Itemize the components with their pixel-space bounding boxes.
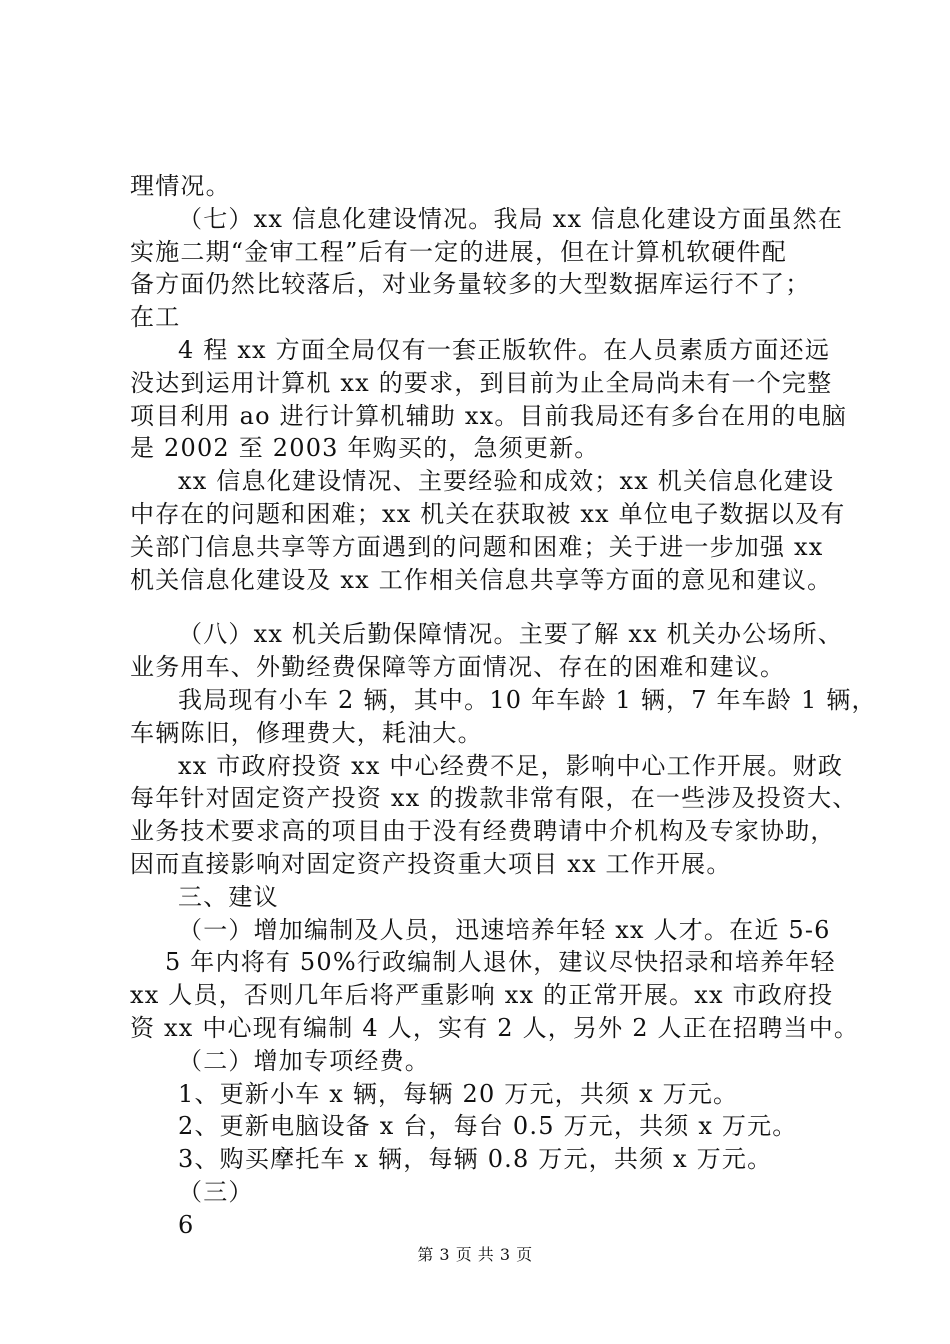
- text-line: 资 xx 中心现有编制 4 人，实有 2 人，另外 2 人正在招聘当中。: [130, 1014, 860, 1042]
- text-line: 2、更新电脑设备 x 台，每台 0.5 万元，共须 x 万元。: [178, 1112, 798, 1140]
- section-heading: 三、建议: [178, 883, 279, 911]
- text-line: 4 程 xx 方面全局仅有一套正版软件。在人员素质方面还远: [178, 336, 831, 364]
- text-line: （三）: [178, 1178, 254, 1206]
- text-line: 中存在的问题和困难；xx 机关在获取被 xx 单位电子数据以及有: [130, 500, 846, 528]
- text-line: 在工: [130, 303, 181, 331]
- text-line: 项目利用 ao 进行计算机辅助 xx。目前我局还有多台在用的电脑: [130, 402, 848, 430]
- text-line: 5 年内将有 50%行政编制人退休，建议尽快招录和培养年轻: [165, 948, 836, 976]
- text-line: 机关信息化建设及 xx 工作相关信息共享等方面的意见和建议。: [130, 566, 833, 594]
- text-line: （七）xx 信息化建设情况。我局 xx 信息化建设方面虽然在: [178, 205, 844, 233]
- text-line: 1、更新小车 x 辆，每辆 20 万元，共须 x 万元。: [178, 1080, 739, 1108]
- text-line: 业务用车、外勤经费保障等方面情况、存在的困难和建议。: [130, 653, 786, 681]
- text-line: 实施二期“金审工程”后有一定的进展，但在计算机软硬件配: [130, 238, 787, 266]
- text-line: 没达到运用计算机 xx 的要求，到目前为止全局尚未有一个完整: [130, 369, 833, 397]
- text-line: 备方面仍然比较落后，对业务量较多的大型数据库运行不了；: [130, 270, 811, 298]
- text-line: 业务技术要求高的项目由于没有经费聘请中介机构及专家协助，: [130, 817, 836, 845]
- text-line: xx 人员，否则几年后将严重影响 xx 的正常开展。xx 市政府投: [130, 981, 834, 1009]
- text-line: （八）xx 机关后勤保障情况。主要了解 xx 机关办公场所、: [178, 620, 844, 648]
- text-line: 理情况。: [130, 172, 231, 200]
- text-line: 6: [178, 1211, 195, 1239]
- text-line: 关部门信息共享等方面遇到的问题和困难；关于进一步加强 xx: [130, 533, 824, 561]
- text-line: （二）增加专项经费。: [178, 1047, 430, 1075]
- text-line: xx 市政府投资 xx 中心经费不足，影响中心工作开展。财政: [178, 752, 844, 780]
- text-line: 是 2002 至 2003 年购买的，急须更新。: [130, 434, 600, 462]
- text-line: 我局现有小车 2 辆，其中。10 年车龄 1 辆，7 年车龄 1 辆，: [178, 686, 877, 714]
- text-line: 车辆陈旧，修理费大，耗油大。: [130, 719, 483, 747]
- text-line: （一）增加编制及人员，迅速培养年轻 xx 人才。在近 5-6: [178, 916, 831, 944]
- text-line: 3、购买摩托车 x 辆，每辆 0.8 万元，共须 x 万元。: [178, 1145, 773, 1173]
- text-line: 因而直接影响对固定资产投资重大项目 xx 工作开展。: [130, 850, 732, 878]
- text-line: 每年针对固定资产投资 xx 的拨款非常有限，在一些涉及投资大、: [130, 784, 858, 812]
- page-footer: 第 3 页 共 3 页: [417, 1245, 533, 1264]
- text-line: xx 信息化建设情况、主要经验和成效；xx 机关信息化建设: [178, 467, 835, 495]
